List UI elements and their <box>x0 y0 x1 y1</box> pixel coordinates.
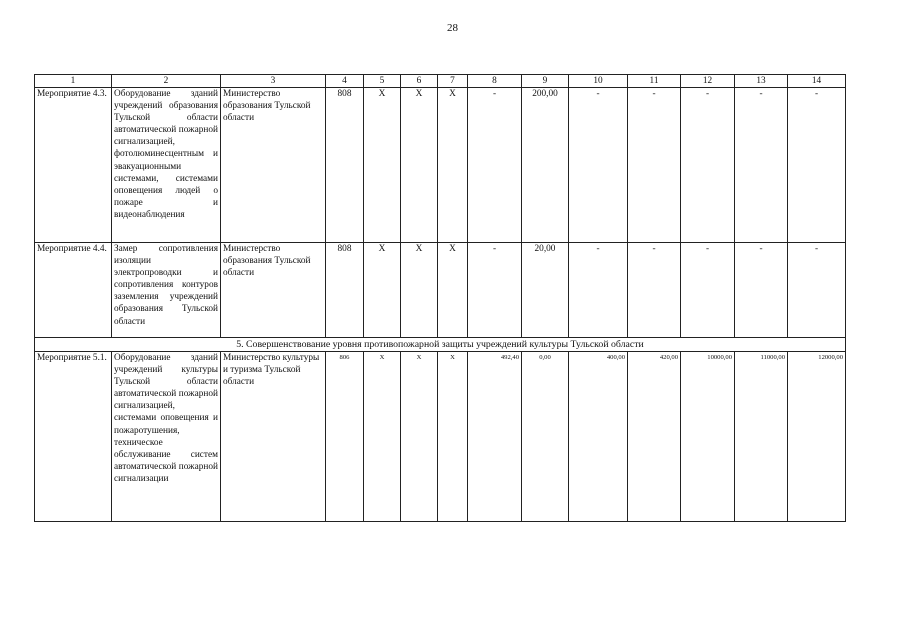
header-cell: 2 <box>112 75 221 88</box>
header-cell: 10 <box>569 75 628 88</box>
value-cell: - <box>788 88 846 243</box>
header-cell: 5 <box>364 75 401 88</box>
measure-name-cell: Мероприятие 5.1. <box>35 352 112 522</box>
measure-name-cell: Мероприятие 4.4. <box>35 243 112 338</box>
value-cell: 400,00 <box>569 352 628 522</box>
value-cell: Х <box>401 352 438 522</box>
table-row <box>35 88 846 243</box>
value-cell: 0,00 <box>522 352 569 522</box>
value-cell: 10000,00 <box>681 352 735 522</box>
header-cell: 3 <box>221 75 326 88</box>
header-cell: 8 <box>468 75 522 88</box>
value-cell: - <box>628 88 681 243</box>
value-cell: Х <box>438 352 468 522</box>
value-cell: - <box>735 88 788 243</box>
header-cell: 12 <box>681 75 735 88</box>
header-cell: 14 <box>788 75 846 88</box>
value-cell: 20,00 <box>522 243 569 338</box>
page-number: 28 <box>447 22 458 34</box>
value-cell: 11000,00 <box>735 352 788 522</box>
value-cell: - <box>468 88 522 243</box>
header-cell: 11 <box>628 75 681 88</box>
measure-name-cell: Мероприятие 4.3. <box>35 88 112 243</box>
value-cell: Х <box>364 352 401 522</box>
header-cell: 1 <box>35 75 112 88</box>
section-row <box>35 338 846 352</box>
value-cell: Х <box>364 88 401 243</box>
header-cell: 13 <box>735 75 788 88</box>
value-cell: Х <box>401 88 438 243</box>
header-cell: 4 <box>326 75 364 88</box>
header-cell: 6 <box>401 75 438 88</box>
value-cell: - <box>569 88 628 243</box>
executor-cell: Министерство образования Тульской области <box>221 243 326 338</box>
value-cell: Х <box>364 243 401 338</box>
table-row <box>35 243 846 338</box>
executor-cell: Министерство культуры и туризма Тульской области <box>221 352 326 522</box>
value-cell: - <box>788 243 846 338</box>
budget-code-cell: 808 <box>326 243 364 338</box>
value-cell: 200,00 <box>522 88 569 243</box>
value-cell: 492,40 <box>468 352 522 522</box>
value-cell: - <box>681 243 735 338</box>
value-cell: - <box>735 243 788 338</box>
value-cell: 12000,00 <box>788 352 846 522</box>
table-header-row <box>35 75 846 88</box>
section-title: 5. Совершенствование уровня противопожарной защиты учреждений культуры Тульской области <box>35 338 846 352</box>
value-cell: 420,00 <box>628 352 681 522</box>
measure-description-cell: Оборудование зданий учреждений культуры Тульской области автоматической пожарной сигнализацией, системами оповещения и пожаротушения, техническое обслуживание систем автоматической пожарной сигнализации <box>112 352 221 522</box>
value-cell: - <box>628 243 681 338</box>
header-cell: 7 <box>438 75 468 88</box>
budget-code-cell: 808 <box>326 88 364 243</box>
measure-description-cell: Замер сопротивления изоляции электропроводки и сопротивления контуров заземления учреждений образования Тульской области <box>112 243 221 338</box>
executor-cell: Министерство образования Тульской области <box>221 88 326 243</box>
value-cell: - <box>569 243 628 338</box>
value-cell: - <box>681 88 735 243</box>
value-cell: Х <box>438 88 468 243</box>
budget-table <box>34 74 846 522</box>
budget-code-cell: 806 <box>326 352 364 522</box>
header-cell: 9 <box>522 75 569 88</box>
measure-description-cell: Оборудование зданий учреждений образования Тульской области автоматической пожарной сигнализацией, фотолюминесцентным и эвакуационными системами, системами оповещения людей о пожаре и видеонаблюдения <box>112 88 221 243</box>
value-cell: - <box>468 243 522 338</box>
value-cell: Х <box>438 243 468 338</box>
table-row <box>35 352 846 522</box>
value-cell: Х <box>401 243 438 338</box>
